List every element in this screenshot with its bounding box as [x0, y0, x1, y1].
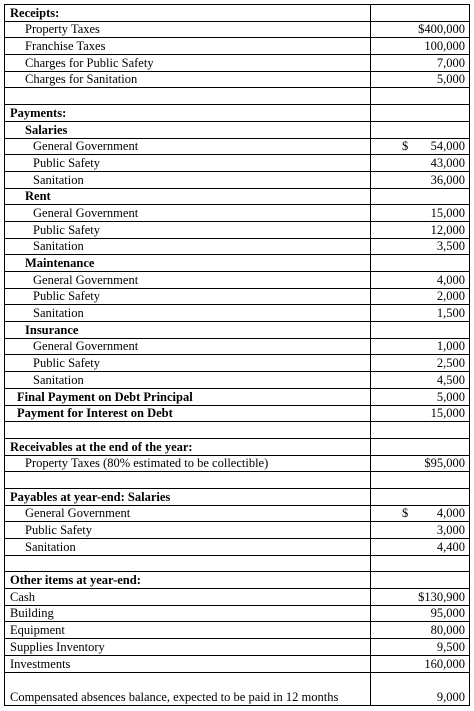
spacer-row — [5, 422, 470, 439]
row-amount — [371, 472, 470, 489]
row-amount: 3,500 — [371, 238, 470, 255]
row-amount: 2,500 — [371, 355, 470, 372]
table-row — [5, 55, 470, 72]
row-label: Public Safety — [5, 522, 371, 539]
table-row — [5, 5, 470, 22]
row-amount: 4,000 — [371, 272, 470, 289]
table-row — [5, 205, 470, 222]
row-label: Payment for Interest on Debt — [5, 405, 371, 422]
row-label: Public Safety — [5, 155, 371, 172]
financial-data-table — [4, 4, 470, 706]
table-row — [5, 505, 470, 522]
row-amount: 9,000 — [371, 672, 470, 705]
row-amount — [371, 105, 470, 122]
row-amount: 3,000 — [371, 522, 470, 539]
row-label — [5, 88, 371, 105]
row-amount: $400,000 — [371, 21, 470, 38]
row-label: General Government — [5, 505, 371, 522]
row-amount — [371, 505, 470, 522]
row-label: Sanitation — [5, 171, 371, 188]
row-label: General Government — [5, 338, 371, 355]
row-label: Building — [5, 605, 371, 622]
table-row — [5, 372, 470, 389]
table-row — [5, 338, 470, 355]
row-amount — [371, 188, 470, 205]
table-row — [5, 605, 470, 622]
table-row — [5, 622, 470, 639]
table-row — [5, 288, 470, 305]
row-amount — [371, 322, 470, 339]
row-label: Charges for Public Safety — [5, 55, 371, 72]
row-label: Public Safety — [5, 288, 371, 305]
table-row — [5, 121, 470, 138]
table-row — [5, 188, 470, 205]
table-row — [5, 21, 470, 38]
row-label: Sanitation — [5, 372, 371, 389]
row-label: Charges for Sanitation — [5, 71, 371, 88]
row-amount: 15,000 — [371, 205, 470, 222]
row-amount: 5,000 — [371, 71, 470, 88]
row-label: Supplies Inventory — [5, 639, 371, 656]
row-amount: 43,000 — [371, 155, 470, 172]
spacer-row — [5, 88, 470, 105]
row-label: Sanitation — [5, 539, 371, 556]
amount-value: 4,000 — [436, 506, 465, 521]
row-label: Other items at year-end: — [5, 572, 371, 589]
row-label: Compensated absences balance, expected to be paid in 12 months — [5, 672, 371, 705]
row-amount: 15,000 — [371, 405, 470, 422]
row-amount: 5,000 — [371, 388, 470, 405]
table-row — [5, 238, 470, 255]
row-label: Maintenance — [5, 255, 371, 272]
row-amount — [371, 255, 470, 272]
table-row — [5, 155, 470, 172]
row-label: Cash — [5, 589, 371, 606]
table-row — [5, 171, 470, 188]
row-label: Public Safety — [5, 355, 371, 372]
row-label: Franchise Taxes — [5, 38, 371, 55]
row-amount — [371, 555, 470, 572]
row-label: Property Taxes (80% estimated to be collectible) — [5, 455, 371, 472]
table-row — [5, 522, 470, 539]
row-amount: 80,000 — [371, 622, 470, 639]
row-amount — [371, 438, 470, 455]
table-row — [5, 71, 470, 88]
row-amount — [371, 5, 470, 22]
table-row — [5, 589, 470, 606]
table-row — [5, 438, 470, 455]
row-label: Public Safety — [5, 221, 371, 238]
table-row — [5, 138, 470, 155]
table-row — [5, 355, 470, 372]
row-amount — [371, 88, 470, 105]
row-amount — [371, 138, 470, 155]
row-amount: $130,900 — [371, 589, 470, 606]
row-label — [5, 422, 371, 439]
row-label — [5, 472, 371, 489]
row-label: Sanitation — [5, 305, 371, 322]
row-amount: 2,000 — [371, 288, 470, 305]
currency-symbol: $ — [402, 139, 409, 154]
table-row — [5, 322, 470, 339]
spacer-row — [5, 555, 470, 572]
row-label: Receipts: — [5, 5, 371, 22]
row-amount: 4,400 — [371, 539, 470, 556]
row-label: Receivables at the end of the year: — [5, 438, 371, 455]
row-label: Property Taxes — [5, 21, 371, 38]
row-amount: 4,500 — [371, 372, 470, 389]
table-row — [5, 655, 470, 672]
row-label: Insurance — [5, 322, 371, 339]
row-amount: 36,000 — [371, 171, 470, 188]
row-amount: 1,500 — [371, 305, 470, 322]
table-row — [5, 255, 470, 272]
row-label: Salaries — [5, 121, 371, 138]
table-row — [5, 488, 470, 505]
table-body — [5, 5, 470, 706]
table-row — [5, 672, 470, 705]
row-amount: 7,000 — [371, 55, 470, 72]
table-row — [5, 388, 470, 405]
table-row — [5, 272, 470, 289]
currency-symbol: $ — [402, 506, 409, 521]
row-label: General Government — [5, 272, 371, 289]
row-amount: 1,000 — [371, 338, 470, 355]
row-amount — [371, 422, 470, 439]
row-amount — [371, 488, 470, 505]
table-row — [5, 572, 470, 589]
row-amount — [371, 572, 470, 589]
row-amount: 9,500 — [371, 639, 470, 656]
spacer-row — [5, 472, 470, 489]
table-row — [5, 38, 470, 55]
row-label: General Government — [5, 138, 371, 155]
table-row — [5, 455, 470, 472]
row-label: Payables at year-end: Salaries — [5, 488, 371, 505]
row-amount — [371, 121, 470, 138]
row-amount: 100,000 — [371, 38, 470, 55]
table-row — [5, 539, 470, 556]
table-row — [5, 305, 470, 322]
amount-with-currency — [374, 139, 465, 154]
row-amount: 160,000 — [371, 655, 470, 672]
row-label: Investments — [5, 655, 371, 672]
row-label: Final Payment on Debt Principal — [5, 388, 371, 405]
row-label: Equipment — [5, 622, 371, 639]
row-amount: 95,000 — [371, 605, 470, 622]
amount-value: 54,000 — [430, 139, 465, 154]
table-row — [5, 105, 470, 122]
row-label: Payments: — [5, 105, 371, 122]
row-label: General Government — [5, 205, 371, 222]
table-row — [5, 639, 470, 656]
table-row — [5, 405, 470, 422]
row-label: Rent — [5, 188, 371, 205]
amount-with-currency — [374, 506, 465, 521]
row-label — [5, 555, 371, 572]
row-label: Sanitation — [5, 238, 371, 255]
row-amount: $95,000 — [371, 455, 470, 472]
row-amount: 12,000 — [371, 221, 470, 238]
table-row — [5, 221, 470, 238]
